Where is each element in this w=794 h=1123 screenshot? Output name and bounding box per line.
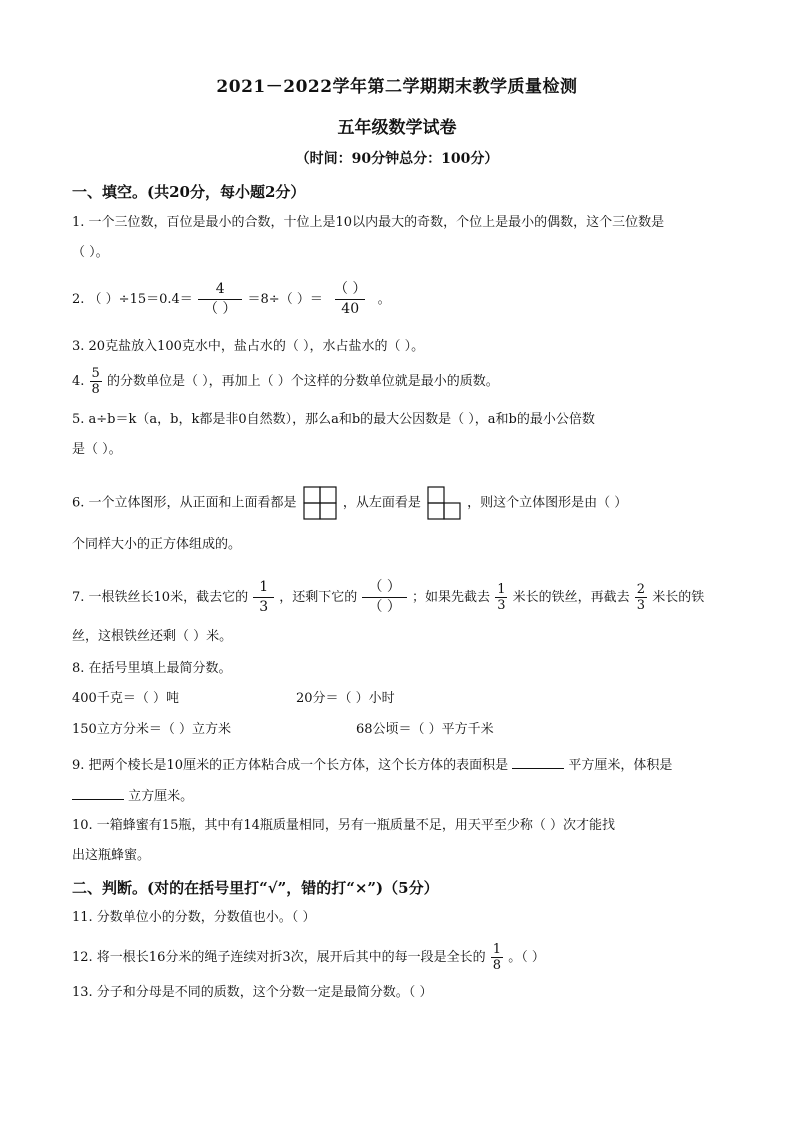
exam-subtitle: 五年级数学试卷	[337, 118, 457, 138]
q2-suffix: 。	[377, 292, 391, 307]
q1-line1: 1. 一个三位数，百位是最小的合数，十位上是10以内最大的奇数，个位上是最小的偶数，这个三位数是	[72, 215, 665, 230]
q2-prefix: 2.	[72, 292, 85, 307]
q12-part1: 12. 将一根长16分米的绳子连续对折3次，展开后其中的每一段是全长的	[72, 950, 486, 965]
left-view-figure	[427, 486, 461, 520]
q7-f3-numerator: 1	[497, 582, 506, 597]
q7-f4-denominator: 3	[636, 598, 646, 613]
q7-f4-numerator: 2	[636, 582, 646, 597]
q7-part1: 7. 一根铁丝长10米，截去它的	[72, 590, 249, 605]
q2-fraction-2	[328, 280, 372, 319]
q6-line1	[72, 486, 627, 520]
q2-f1-numerator: 4	[215, 281, 225, 297]
q2-part2: ＝8÷（ ）＝	[247, 292, 323, 307]
q12-part2: 。（ ）	[508, 950, 545, 965]
q4-text: 的分数单位是（ ），再加上（ ）个这样的分数单位就是最小的质数。	[106, 374, 499, 389]
q5-line2: 是（ ）。	[72, 442, 122, 457]
q9-line2	[72, 785, 193, 807]
q7-fraction-3	[495, 582, 507, 613]
q8-row2-right: 68公顷＝（ ）平方千米	[356, 722, 494, 737]
q10-line2: 出这瓶蜂蜜。	[72, 848, 151, 863]
q11: 11. 分数单位小的分数，分数值也小。（ ）	[72, 910, 316, 925]
q2-f1-denominator: （ ）	[198, 299, 242, 319]
q8-intro: 8. 在括号里填上最简分数。	[72, 661, 232, 676]
q12	[72, 942, 545, 973]
exam-title: 2021－2022学年第二学期期末教学质量检测	[216, 77, 578, 97]
q7-fraction-2	[362, 578, 406, 617]
q8-row1-left: 400千克＝（ ）吨	[72, 691, 179, 706]
q6-part2: ，从左面看是	[342, 495, 421, 511]
q5-line1: 5. a÷b＝k（a，b，k都是非0自然数），那么a和b的最大公因数是（ ），a和b的最小公倍数	[72, 412, 595, 427]
q6-part1: 6. 一个立体图形，从正面和上面看都是	[72, 495, 297, 511]
q8-row1-right: 20分＝（ ）小时	[296, 691, 395, 706]
q4-f-denominator: 8	[91, 382, 100, 397]
q7-part5: 米长的铁	[652, 590, 705, 605]
q7-part4: 米长的铁丝，再截去	[512, 590, 630, 605]
q4-fraction	[90, 366, 102, 397]
q7-f1-numerator: 1	[259, 579, 269, 595]
q9-part3: 立方厘米。	[128, 789, 194, 804]
q3: 3. 20克盐放入100克水中，盐占水的（ ），水占盐水的（ ）。	[72, 339, 425, 354]
q9-line1	[72, 754, 672, 776]
q6-line2: 个同样大小的正方体组成的。	[72, 537, 242, 552]
q4-f-numerator: 5	[91, 366, 100, 381]
q7-f2-numerator: （ ）	[368, 579, 401, 595]
q2-f2-numerator: （ ）	[333, 281, 367, 297]
q7-line2: 丝，这根铁丝还剩（ ）米。	[72, 629, 233, 644]
q2-f2-denominator: 40	[335, 299, 365, 319]
q9-part2: 平方厘米，体积是	[568, 758, 673, 773]
q12-f-denominator: 8	[492, 958, 502, 973]
q7-fraction-1	[253, 578, 274, 617]
q2	[72, 280, 391, 319]
q8-row2-left: 150立方分米＝（ ）立方米	[72, 722, 231, 737]
q7-line1	[72, 578, 704, 617]
q12-f-numerator: 1	[492, 942, 502, 957]
q7-fraction-4	[635, 582, 647, 613]
q10-line1: 10. 一箱蜂蜜有15瓶，其中有14瓶质量相同，另有一瓶质量不足，用天平至少称（ ）次才能找	[72, 818, 616, 833]
q7-part3: ；如果先截去	[412, 590, 491, 605]
q13: 13. 分子和分母是不同的质数，这个分数一定是最简分数。（ ）	[72, 985, 433, 1000]
q9-blank-surface-area[interactable]	[512, 754, 564, 769]
q9-part1: 9. 把两个棱长是10厘米的正方体粘合成一个长方体，这个长方体的表面积是	[72, 758, 509, 773]
section-1-heading: 一、填空。(共20分，每小题2分）	[72, 183, 306, 201]
section-2-heading: 二、判断。(对的在括号里打“√”，错的打“×”)（5分）	[72, 879, 439, 897]
q2-fraction-1	[198, 280, 242, 319]
q4-prefix: 4.	[72, 374, 85, 389]
q7-f3-denominator: 3	[497, 598, 506, 613]
q7-f2-denominator: （ ）	[362, 597, 406, 617]
q4	[72, 366, 499, 397]
q6-part3: ，则这个立体图形是由（ ）	[467, 495, 628, 511]
q7-part2: ，还剩下它的	[279, 590, 358, 605]
exam-meta: （时间：90分钟总分：100分）	[295, 151, 499, 167]
q1-line2: （ ）。	[72, 245, 109, 260]
q2-part1: （ ）÷15＝0.4＝	[88, 292, 193, 307]
front-top-view-figure	[303, 486, 337, 520]
q9-blank-volume[interactable]	[72, 785, 124, 800]
q12-fraction	[491, 942, 503, 973]
q7-f1-denominator: 3	[253, 597, 274, 617]
